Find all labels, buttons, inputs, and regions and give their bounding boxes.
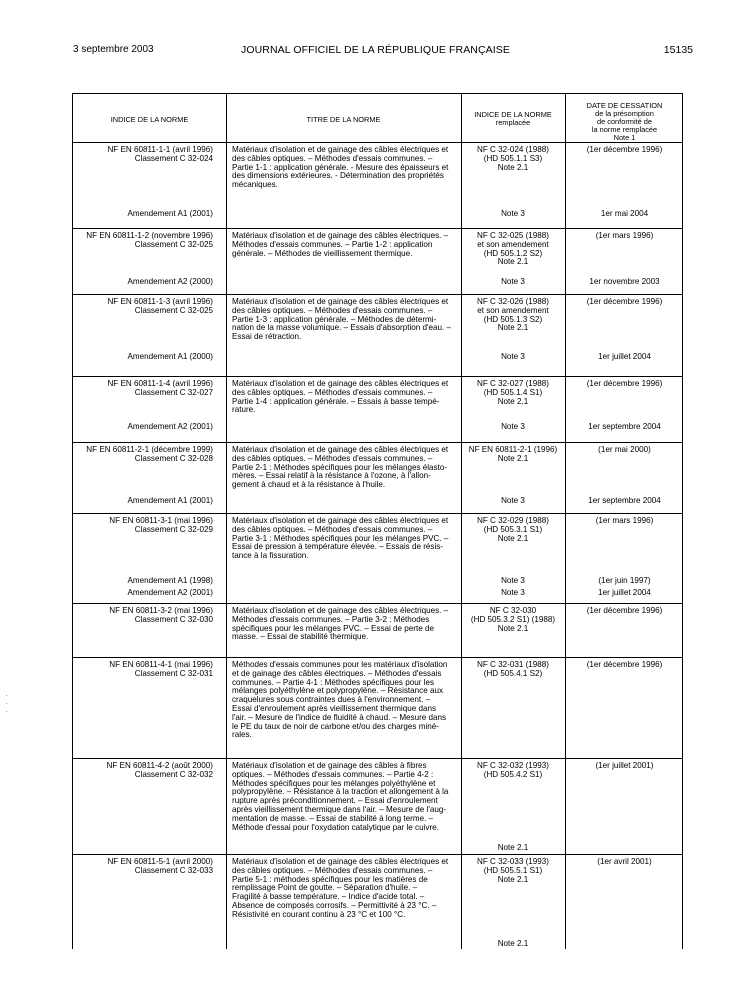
norme-title-line: Matériaux d'isolation et de gainage des câbles électriques. – [232,231,449,240]
standards-table [72,93,683,949]
replaced-norme-line: Note 2.1 [497,257,529,267]
norme-title-line: rature. [232,405,256,415]
header-date-cessation [565,102,684,142]
norme-title-line: Méthodes d'essais communes. – Partie 1-2 : application [232,239,433,249]
margin-mark [6,711,7,712]
norme-index-line: NF EN 60811-1-1 (avril 1996) [107,145,213,154]
norme-title-line: l'air. – Mesure de l'indice de fluidité à chaud. – Mesure dans [232,712,447,722]
cessation-date-line: (1er juillet 2001) [595,761,654,770]
replaced-norme-line: (HD 505.1.4 S1) [483,387,543,397]
norme-title-line: Essai d'enroulement après vieillissement thermique dans [232,703,436,713]
norme-title [232,146,460,190]
norme-index-line: NF EN 60811-4-2 (août 2000) [106,761,213,770]
norme-index-line: Classement C 32-024 [134,153,213,163]
row-divider [73,657,682,658]
amendment: Amendement A1 (2000) [127,352,213,361]
row-divider [73,513,682,514]
replaced-norme-line: (HD 505.5.1 S1) [483,865,543,875]
norme-title-line: Matériaux d'isolation et de gainage des câbles électriques et [232,145,449,154]
replaced-norme-line: NF C 32-024 (1988) [477,145,549,154]
norme-title-line: gement à chaud et à la résistance à l'huile. [232,480,386,490]
amendment: Amendement A2 (2000) [127,277,213,286]
norme-title-line: Essai de rétraction. [232,332,302,342]
norme-title-line: Matériaux d'isolation et de gainage des câbles électriques. – [232,606,449,615]
norme-title-line: Matériaux d'isolation et de gainage des câbles électriques et [232,857,449,866]
replaced-norme-line: (HD 505.3.1 S1) [483,524,543,534]
replaced-norme-line: (HD 505.1.2 S2) [483,248,543,258]
norme-title-line: le PE du taux de noir de carbone et/ou des charges miné- [232,721,439,731]
cessation-date [567,446,682,455]
norme-index-line: NF EN 60811-1-3 (avril 1996) [107,297,213,306]
replaced-norme-line: NF C 32-029 (1988) [477,516,549,525]
amendment-note: Note 3 [501,588,525,597]
norme-title [232,661,460,740]
norme-index-line: NF EN 60811-3-1 (mai 1996) [109,516,213,525]
norme-title-line: communes. – Partie 4-1 : Méthodes spécifiques pour les [232,677,434,687]
row-divider [73,758,682,759]
norme-title-line: générale. – Méthodes de vieillissement thermique. [232,248,413,258]
norme-title-line: Fragilité à basse température. – Indice d'acide total. – [232,892,425,902]
cessation-date [567,298,682,307]
replaced-norme-line: Note 2.1 [497,162,529,172]
replaced-norme [461,661,565,679]
cessation-date [567,762,682,771]
norme-title-line: Absence de composés corrosifs. – Permittivité à 23 °C. – [232,900,437,910]
norme-title-line: Partie 1-4 : application générale. – Essais à basse tempé- [232,396,440,406]
amendment: Amendement A1 (2001) [127,209,213,218]
replaced-norme-line: (HD 505.4.1 S2) [483,668,543,678]
norme-index-line: Classement C 32-032 [134,769,213,779]
norme-title-line: des câbles optiques. – Méthodes d'essais communes. – [232,153,433,163]
norme-title [232,380,460,415]
norme-title-line: rupture après préconditionnement. – Essai d'enroulement [232,796,438,806]
norme-index [75,232,213,250]
norme-title-line: Méthode d'essai pour l'oxydation catalytique par le cuivre. [232,822,439,832]
norme-index [75,146,213,164]
amendment-date: 1er septembre 2004 [588,422,661,431]
amendment-note: Note 3 [501,576,525,585]
replaced-norme [461,446,565,464]
replaced-norme-line: Note 2.1 [497,323,529,333]
norme-title-line: des câbles optiques. – Méthodes d'essais communes. – [232,453,433,463]
norme-index [75,858,213,876]
norme-index-line: Classement C 32-031 [134,668,213,678]
cessation-date-line: (1er avril 2001) [597,857,652,866]
cessation-date [567,607,682,616]
replaced-norme [461,607,565,633]
cessation-date-line: (1er mars 1996) [595,231,654,240]
amendment: Amendement A2 (2001) [127,422,213,431]
norme-title-line: mentation de masse. – Essai de stabilité à long terme. – [232,813,434,823]
norme-title [232,232,460,258]
amendment: Amendement A2 (2001) [127,588,213,597]
norme-title-line: optiques. – Méthodes d'essais communes. – Partie 4-2 : [232,769,434,779]
norme-title-line: Matériaux d'isolation et de gainage des câbles électriques et [232,445,449,454]
replaced-norme [461,762,565,780]
norme-index-line: NF EN 60811-3-2 (mai 1996) [109,606,213,615]
replaced-note: Note 2.1 [497,939,529,948]
amendment-date: 1er mai 2004 [600,209,649,218]
norme-title-line: mécaniques. [232,180,278,190]
replaced-norme-line: (HD 505.4.2 S1) [483,769,543,779]
norme-index-line: NF EN 60811-1-2 (novembre 1996) [86,231,213,240]
cessation-date [567,146,682,155]
header-indice: INDICE DE LA NORME [110,115,189,124]
amendment-date: (1er juin 1997) [598,576,651,585]
amendment-date: 1er novembre 2003 [589,277,660,286]
header-date-line: de la présomption [595,109,654,118]
norme-title-line: masse. – Essai de stabilité thermique. [232,632,369,642]
row-divider [73,294,682,295]
replaced-norme-line: NF C 32-027 (1988) [477,379,549,388]
header-date-line: Note 1 [613,133,636,142]
norme-title-line: polypropylène. – Résistance à la traction et allongement à la [232,787,449,797]
norme-index-line: NF EN 60811-4-1 (mai 1996) [109,660,213,669]
norme-title-line: Partie 3-1 : Méthodes spécifiques pour les mélanges PVC. – [232,533,449,543]
replaced-norme [461,858,565,884]
journal-title: JOURNAL OFFICIEL DE LA RÉPUBLIQUE FRANÇAISE [241,44,510,56]
norme-index-line: NF EN 60811-5-1 (avril 2000) [107,857,213,866]
norme-title-line: mères. – Essai relatif à la résistance à l'ozone, à l'allon- [232,471,431,481]
replaced-norme-line: NF C 32-025 (1988) [477,231,549,240]
amendment-date: 1er juillet 2004 [598,588,651,597]
norme-title-line: Partie 1-1 : application générale. - Mesure des épaisseurs et [232,162,449,172]
replaced-norme [461,380,565,406]
amendment-note: Note 3 [501,496,525,505]
cessation-date-line: (1er décembre 1996) [586,297,663,306]
norme-index-line: Classement C 32-033 [134,865,213,875]
replaced-norme-line: NF C 32-033 (1993) [477,857,549,866]
row-divider [73,442,682,443]
replaced-norme-line: NF C 32-026 (1988) [477,297,549,306]
row-divider [73,603,682,604]
row-divider [73,228,682,229]
amendment-note: Note 3 [501,352,525,361]
norme-title [232,517,460,561]
norme-index [75,762,213,780]
header-titre: TITRE DE LA NORME [306,115,381,124]
norme-title-line: remplissage Point de goutte. – Séparation d'huile. – [232,883,418,893]
norme-index-line: Classement C 32-025 [134,305,213,315]
norme-title-line: Matériaux d'isolation et de gainage des câbles à fibres [232,761,427,770]
norme-title [232,762,460,832]
cessation-date-line: (1er décembre 1996) [586,379,663,388]
norme-title-line: des dimensions extérieures. - Détermination des propriétés [232,171,444,181]
row-divider [73,142,682,143]
norme-title-line: des câbles optiques. – Méthodes d'essais communes. – [232,524,433,534]
norme-title-line: Résistivité en courant continu à 23 °C et 100 °C. [232,909,406,919]
replaced-norme-line: NF C 32-031 (1988) [477,660,549,669]
norme-title-line: craquelures sous contraintes dues à l'environnement. – [232,695,431,705]
row-divider [73,376,682,377]
norme-index-line: NF EN 60811-2-1 (décembre 1999) [86,445,213,454]
amendment-date: 1er juillet 2004 [598,352,651,361]
norme-title-line: Méthodes spécifiques pour les mélanges polyéthylène et [232,778,436,788]
norme-title-line: Matériaux d'isolation et de gainage des câbles électriques et [232,516,449,525]
norme-title-line: des câbles optiques. – Méthodes d'essais communes. – [232,865,433,875]
replaced-norme-line: Note 2.1 [497,533,529,543]
norme-title-line: et de gainage des câbles électriques. – Méthodes d'essais [232,668,442,678]
cessation-date-line: (1er mai 2000) [598,445,651,454]
header-date-line: DATE DE CESSATION [586,101,663,110]
norme-title-line: Méthodes d'essais communes. – Partie 3-2 : Méthodes [232,614,430,624]
header-date-line: de conformité de [596,117,653,126]
norme-index [75,446,213,464]
norme-index [75,517,213,535]
cessation-date-line: (1er mars 1996) [595,516,654,525]
amendment: Amendement A1 (2001) [127,496,213,505]
header-remplacee-line: INDICE DE LA NORME [474,110,552,119]
cessation-date [567,858,682,867]
norme-title [232,858,460,920]
norme-index [75,607,213,625]
norme-index [75,661,213,679]
cessation-date [567,232,682,241]
cessation-date [567,661,682,670]
amendment-note: Note 3 [501,277,525,286]
norme-title [232,298,460,342]
header-remplacee-line: remplacée [495,118,531,127]
norme-title-line: Méthodes d'essais communes pour les matériaux d'isolation [232,660,448,669]
replaced-norme-line: Note 2.1 [497,623,529,633]
replaced-norme-line: (HD 505.3.2 S1) (1988) [470,614,556,624]
replaced-norme-line: Note 2.1 [497,874,529,884]
cessation-date-line: (1er décembre 1996) [586,660,663,669]
cessation-date-line: (1er décembre 1996) [586,145,663,154]
header-date-line: la norme remplacée [591,125,658,134]
cessation-date-line: (1er décembre 1996) [586,606,663,615]
norme-title-line: des câbles optiques. – Méthodes d'essais communes. – [232,387,433,397]
cessation-date [567,517,682,526]
norme-index-line: Classement C 32-025 [134,239,213,249]
header-date: 3 septembre 2003 [73,44,154,55]
norme-title [232,446,460,490]
norme-title-line: après vieillissement thermique dans l'air. – Mesure de l'aug- [232,804,447,814]
replaced-norme-line: Note 2.1 [497,453,529,463]
margin-mark [6,695,7,696]
replaced-norme [461,517,565,543]
replaced-norme [461,146,565,172]
replaced-norme-line: et son amendement [477,305,549,315]
margin-mark [6,703,7,704]
margin-marks [6,695,8,719]
replaced-norme-line: (HD 505.1.3 S2) [483,314,543,324]
norme-index [75,380,213,398]
norme-index-line: Classement C 32-027 [134,387,213,397]
page-number: 15135 [663,44,693,56]
norme-title-line: Partie 1-3 : application générale. – Méthodes de détermi- [232,314,437,324]
norme-title-line: nation de la masse volumique. – Essais d'absorption d'eau. – [232,323,452,333]
replaced-norme [461,232,565,267]
replaced-norme-line: NF C 32-032 (1993) [477,761,549,770]
column-divider [226,94,227,949]
amendment-date: 1er septembre 2004 [588,496,661,505]
replaced-note: Note 2.1 [497,843,529,852]
norme-title-line: spécifiques pour les mélanges PVC. – Essai de perte de [232,623,435,633]
norme-title-line: Partie 5-1 : méthodes spécifiques pour les matières de [232,874,428,884]
replaced-norme-line: Note 2.1 [497,396,529,406]
row-divider [73,854,682,855]
replaced-norme [461,298,565,333]
replaced-norme-line: NF EN 60811-2-1 (1996) [468,445,558,454]
amendment-note: Note 3 [501,422,525,431]
replaced-norme-line: et son amendement [477,239,549,249]
norme-index-line: Classement C 32-029 [134,524,213,534]
norme-title-line: Partie 2-1 : Méthodes spécifiques pour les mélanges élasto- [232,462,448,472]
norme-title-line: mélanges polyéthylène et polypropylène. – Résistance aux [232,686,444,696]
cessation-date [567,380,682,389]
norme-index-line: NF EN 60811-1-4 (avril 1996) [107,379,213,388]
norme-index-line: Classement C 32-030 [134,614,213,624]
norme-title-line: Matériaux d'isolation et de gainage des câbles électriques et [232,379,449,388]
norme-title-line: tance à la fissuration. [232,551,309,561]
replaced-norme-line: (HD 505.1.1 S3) [483,153,543,163]
norme-title-line: Matériaux d'isolation et de gainage des câbles électriques et [232,297,449,306]
norme-title-line: des câbles optiques. – Méthodes d'essais communes. – [232,305,433,315]
norme-index-line: Classement C 32-028 [134,453,213,463]
norme-title-line: Essai de pression à température élevée. – Essais de résis- [232,542,443,552]
norme-index [75,298,213,316]
column-divider [565,94,566,949]
norme-title [232,607,460,642]
amendment: Amendement A1 (1998) [127,576,213,585]
norme-title-line: rales. [232,730,252,740]
amendment-note: Note 3 [501,209,525,218]
replaced-norme-line: NF C 32-030 [489,606,537,615]
header-remplacee [461,111,565,127]
